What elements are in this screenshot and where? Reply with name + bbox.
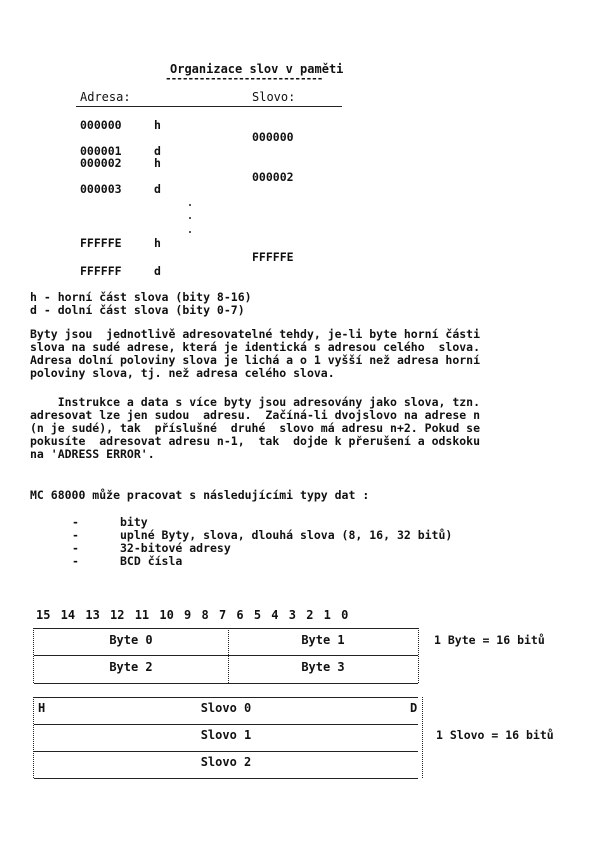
paragraph-line: na 'ADRESS ERROR'. bbox=[30, 447, 155, 461]
paragraph-line: poloviny slova, tj. než adresa celého slova. bbox=[30, 366, 335, 380]
address-cell: FFFFFF bbox=[80, 264, 122, 278]
ellipsis-dot bbox=[189, 231, 191, 233]
diagram-rule bbox=[34, 778, 418, 779]
address-cell: 000001 bbox=[80, 144, 122, 158]
address-cell: 000003 bbox=[80, 182, 122, 196]
paragraph-line: slova na sudé adrese, která je identická s adresou celého slova. bbox=[30, 340, 481, 354]
list-bullet: - bbox=[72, 541, 79, 555]
list-item: uplné Byty, slova, dlouhá slova (8, 16, 32 bitů) bbox=[120, 528, 453, 542]
diagram-rule bbox=[34, 655, 418, 656]
diagram-border bbox=[418, 628, 419, 683]
diagram-border bbox=[422, 697, 423, 778]
high-byte-marker: H bbox=[38, 701, 46, 715]
list-item: bity bbox=[120, 515, 148, 529]
word-size-note: 1 Slovo = 16 bitů bbox=[436, 728, 554, 742]
byte-size-note: 1 Byte = 16 bitů bbox=[434, 633, 545, 647]
byte-1-cell: Byte 1 bbox=[301, 633, 345, 647]
diagram-rule bbox=[34, 724, 418, 725]
list-bullet: - bbox=[72, 554, 79, 568]
paragraph-line: (n je sudé), tak příslušné druhé slovo má adresu n+2. Pokud se bbox=[30, 421, 481, 435]
ellipsis-dot bbox=[189, 204, 191, 206]
byte-3-cell: Byte 3 bbox=[301, 660, 345, 674]
paragraph-line: Adresa dolní poloviny slova je lichá a o 1 vyšší než adresa horní bbox=[30, 353, 481, 367]
half-cell: d bbox=[154, 264, 161, 278]
byte-0-cell: Byte 0 bbox=[109, 633, 153, 647]
half-cell: d bbox=[154, 182, 161, 196]
word-cell: FFFFFE bbox=[252, 250, 294, 264]
diagram-rule bbox=[34, 628, 418, 629]
data-types-intro: MC 68000 může pracovat s následujícími typy dat : bbox=[30, 488, 370, 502]
word-1-cell: Slovo 1 bbox=[200, 728, 252, 742]
half-cell: h bbox=[154, 236, 161, 250]
column-header-word: Slovo: bbox=[252, 90, 296, 104]
list-item: BCD čísla bbox=[120, 554, 183, 568]
legend-line: d - dolní část slova (bity 0-7) bbox=[30, 303, 245, 317]
legend-line: h - horní část slova (bity 8-16) bbox=[30, 290, 252, 304]
paragraph-line: adresovat lze jen sudou adresu. Začíná-li dvojslovo na adrese n bbox=[30, 408, 481, 422]
bit-numbers: 15 14 13 12 11 10 9 8 7 6 5 4 3 2 1 0 bbox=[36, 608, 349, 622]
list-bullet: - bbox=[72, 528, 79, 542]
title-underline: ---------------------------- bbox=[165, 72, 323, 85]
diagram-rule bbox=[34, 683, 418, 684]
paragraph-line: pokusíte adresovat adresu n-1, tak dojde k přerušení a odskoku bbox=[30, 434, 481, 448]
byte-2-cell: Byte 2 bbox=[109, 660, 153, 674]
list-bullet: - bbox=[72, 515, 79, 529]
header-rule bbox=[76, 106, 342, 107]
ellipsis-dot bbox=[189, 217, 191, 219]
half-cell: h bbox=[154, 156, 161, 170]
paragraph-line: Instrukce a data s více byty jsou adresovány jako slova, tzn. bbox=[30, 395, 481, 409]
low-byte-marker: D bbox=[410, 701, 418, 715]
list-item: 32-bitové adresy bbox=[120, 541, 231, 555]
paragraph-line: Byty jsou jednotlivě adresovatelné tehdy, je-li byte horní části bbox=[30, 327, 481, 341]
half-cell: h bbox=[154, 118, 161, 132]
page-title: Organizace slov v paměti bbox=[170, 62, 344, 76]
address-cell: FFFFFE bbox=[80, 236, 122, 250]
half-cell: d bbox=[154, 144, 161, 158]
address-cell: 000000 bbox=[80, 118, 122, 132]
word-2-cell: Slovo 2 bbox=[200, 755, 252, 769]
column-header-address: Adresa: bbox=[80, 90, 131, 104]
diagram-rule bbox=[34, 751, 418, 752]
word-cell: 000000 bbox=[252, 130, 294, 144]
diagram-rule bbox=[34, 697, 418, 698]
address-cell: 000002 bbox=[80, 156, 122, 170]
word-0-cell: Slovo 0 bbox=[200, 701, 252, 715]
word-cell: 000002 bbox=[252, 170, 294, 184]
